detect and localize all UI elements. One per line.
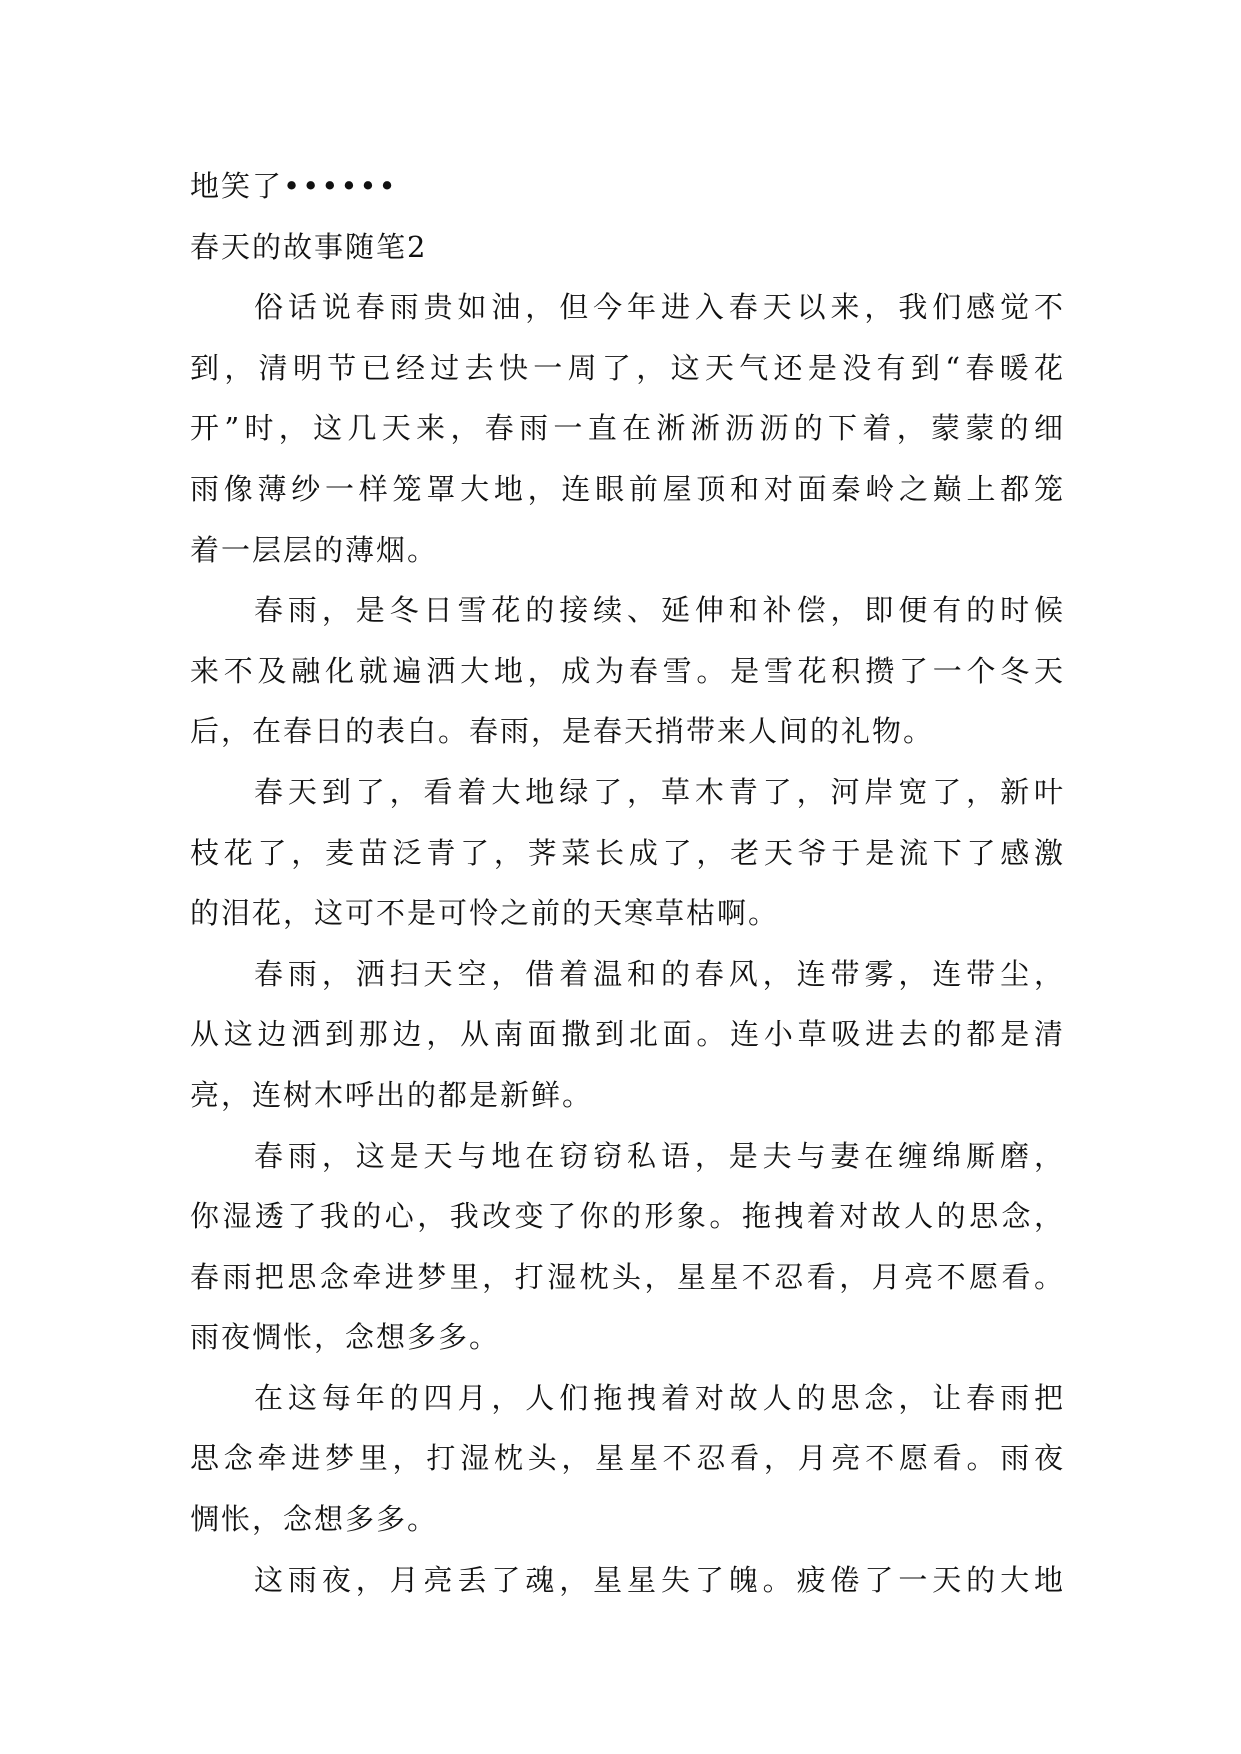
paragraph-line: 从这边洒到那边，从南面撒到北面。连小草吸进去的都是清 [190, 1017, 1065, 1052]
document-body [190, 156, 1065, 1610]
paragraph-line: 后，在春日的表白。春雨，是春天捎带来人间的礼物。 [190, 714, 935, 749]
paragraph-line: 春雨把思念牵进梦里，打湿枕头，星星不忍看，月亮不愿看。 [190, 1259, 1065, 1294]
paragraph-line: 到，清明节已经过去快一周了，这天气还是没有到“春暖花 [190, 350, 1065, 385]
paragraph-line: 这雨夜，月亮丢了魂，星星失了魄。疲倦了一天的大地 [254, 1562, 1065, 1597]
paragraph-line: 惆怅，念想多多。 [190, 1502, 439, 1537]
paragraph-line: 亮，连树木呼出的都是新鲜。 [190, 1077, 594, 1112]
paragraph-line: 你湿透了我的心，我改变了你的形象。拖拽着对故人的思念， [190, 1199, 1065, 1234]
paragraph-line: 在这每年的四月，人们拖拽着对故人的思念，让春雨把 [254, 1380, 1065, 1415]
paragraph-line: 春雨，洒扫天空，借着温和的春风，连带雾，连带尘， [254, 956, 1065, 991]
paragraph-line: 春天到了，看着大地绿了，草木青了，河岸宽了，新叶 [254, 774, 1065, 809]
paragraph-line: 春雨，是冬日雪花的接续、延伸和补偿，即便有的时候 [254, 593, 1065, 628]
paragraph-line: 来不及融化就遍洒大地，成为春雪。是雪花积攒了一个冬天 [190, 653, 1065, 688]
section-title: 春天的故事随笔2 [190, 229, 428, 264]
paragraph-line: 枝花了，麦苗泛青了，荠菜长成了，老天爷于是流下了感激 [190, 835, 1065, 870]
paragraph-line: 俗话说春雨贵如油，但今年进入春天以来，我们感觉不 [254, 290, 1065, 325]
paragraph-line: 的泪花，这可不是可怜之前的天寒草枯啊。 [190, 896, 780, 931]
paragraph-line: 开”时，这几天来，春雨一直在淅淅沥沥的下着，蒙蒙的细 [190, 411, 1065, 446]
paragraph-line: 思念牵进梦里，打湿枕头，星星不忍看，月亮不愿看。雨夜 [190, 1441, 1065, 1476]
paragraph-line: 雨夜惆怅，念想多多。 [190, 1320, 501, 1355]
paragraph-line: 春雨，这是天与地在窃窃私语，是夫与妻在缠绵厮磨， [254, 1138, 1065, 1173]
paragraph-line: 着一层层的薄烟。 [190, 532, 439, 567]
paragraph-line: 雨像薄纱一样笼罩大地，连眼前屋顶和对面秦岭之巅上都笼 [190, 471, 1065, 506]
continuation-line: 地笑了•••••• [190, 169, 398, 203]
